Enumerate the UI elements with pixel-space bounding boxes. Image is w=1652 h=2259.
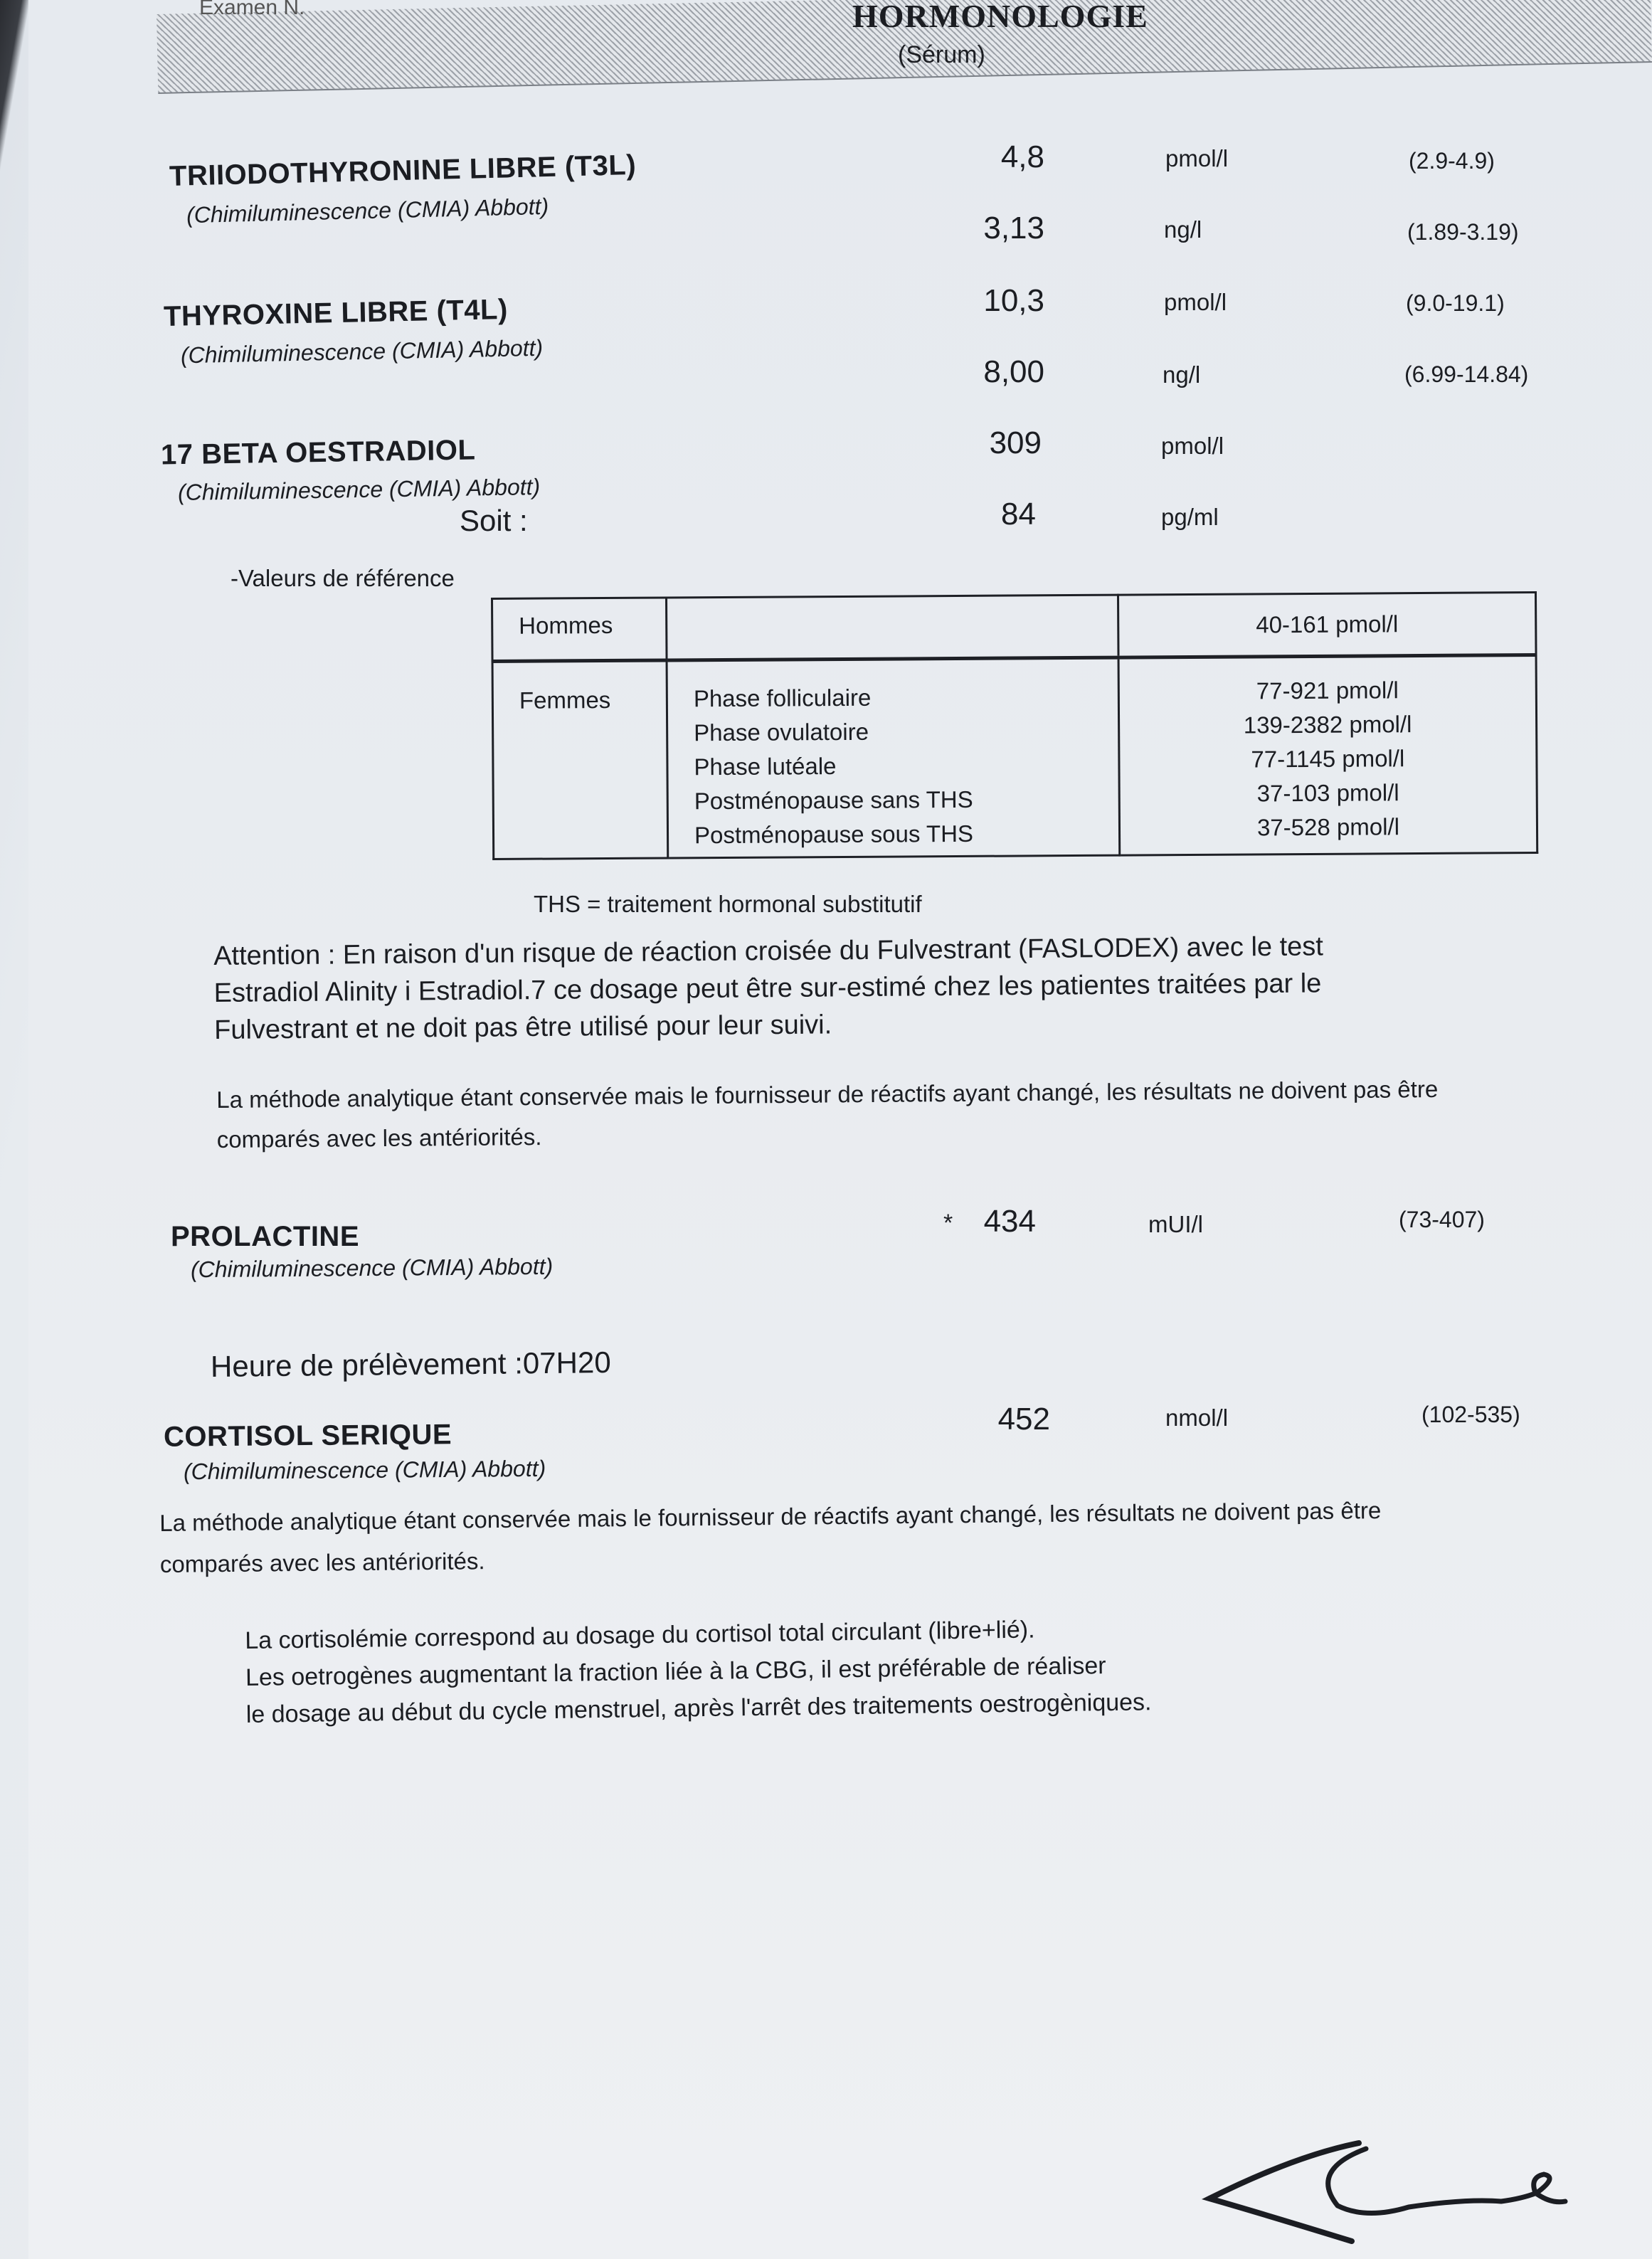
test-method-t4l: (Chimiluminescence (CMIA) Abbott) <box>180 334 544 369</box>
test-ref-t4l-pmol: (9.0-19.1) <box>1406 290 1505 316</box>
test-ref-t3l-ng: (1.89-3.19) <box>1407 219 1519 245</box>
soit-label: Soit : <box>460 504 528 537</box>
test-value-oestradiol-pgml: 84 <box>1001 497 1036 531</box>
abnormal-flag: * <box>943 1210 953 1237</box>
test-name-t4l: THYROXINE LIBRE (T4L) <box>163 293 509 333</box>
reference-cell-women-label: Femmes <box>492 660 668 859</box>
test-name-t3l: TRIIODOTHYRONINE LIBRE (T3L) <box>169 149 637 193</box>
test-value-t3l-ng: 3,13 <box>983 211 1044 245</box>
phase-label: Phase folliculaire <box>693 684 872 712</box>
oestradiol-reference-table <box>491 591 1538 860</box>
test-method-prolactine: (Chimiluminescence (CMIA) Abbott) <box>190 1253 554 1283</box>
reference-cell-men-label: Hommes <box>492 598 667 661</box>
test-value-oestradiol-pmol: 309 <box>989 425 1042 460</box>
test-unit-t3l-pmol: pmol/l <box>1165 145 1229 171</box>
note-line: le dosage au début du cycle menstruel, après l'arrêt des traitements oestrogèniques. <box>245 1688 1152 1728</box>
test-value-t4l-ng: 8,00 <box>983 354 1044 389</box>
cortisol-interpretation-note <box>245 1609 1152 1733</box>
method-change-note-2 <box>159 1490 1382 1585</box>
reference-cell-ranges <box>1118 655 1537 856</box>
test-unit-prolactine: mUI/l <box>1148 1211 1203 1237</box>
note-line: Les oetrogènes augmentant la fraction liée à la CBG, il est préférable de réaliser <box>245 1652 1106 1691</box>
sampling-time: Heure de prélèvement :07H20 <box>210 1345 611 1383</box>
fulvestrant-warning <box>213 928 1324 1049</box>
warning-line: Fulvestrant et ne doit pas être utilisé pour leur suivi. <box>213 1010 832 1045</box>
phase-range: 37-528 pmol/l <box>1256 813 1400 841</box>
test-name-cortisol: CORTISOL SERIQUE <box>163 1419 452 1453</box>
test-value-t3l-pmol: 4,8 <box>1000 139 1044 174</box>
test-method-t3l: (Chimiluminescence (CMIA) Abbott) <box>186 193 549 228</box>
examen-label: Examen N. <box>199 0 305 19</box>
test-unit-t4l-ng: ng/l <box>1163 361 1201 388</box>
warning-line: Estradiol Alinity i Estradiol.7 ce dosage peut être sur-estimé chez les patientes traitées par le <box>213 968 1322 1008</box>
phase-range: 37-103 pmol/l <box>1256 779 1399 807</box>
test-unit-t4l-pmol: pmol/l <box>1164 289 1227 315</box>
reference-row-women <box>492 655 1537 859</box>
reference-row-men <box>492 593 1537 662</box>
page-subtitle: (Sérum) <box>898 41 985 68</box>
test-unit-t3l-ng: ng/l <box>1164 216 1202 243</box>
page-title: HORMONOLOGIE <box>852 0 1148 34</box>
reference-cell-phases <box>667 657 1120 858</box>
test-name-prolactine: PROLACTINE <box>171 1221 359 1252</box>
note-line: La méthode analytique étant conservée mais le fournisseur de réactifs ayant changé, les résultats ne doivent pas être <box>159 1497 1382 1536</box>
phase-range: 139-2382 pmol/l <box>1243 711 1412 739</box>
phase-range: 77-921 pmol/l <box>1256 677 1399 704</box>
reference-values-label: -Valeurs de référence <box>231 565 455 591</box>
warning-line: Attention : En raison d'un risque de réaction croisée du Fulvestrant (FASLODEX) avec le test <box>213 931 1324 971</box>
test-ref-t4l-ng: (6.99-14.84) <box>1404 361 1529 387</box>
note-line: comparés avec les antériorités. <box>159 1548 485 1577</box>
test-unit-oestradiol-pgml: pg/ml <box>1161 504 1219 530</box>
test-value-prolactine: 434 <box>983 1204 1036 1239</box>
test-value-t4l-pmol: 10,3 <box>983 283 1044 318</box>
phase-range: 77-1145 pmol/l <box>1251 745 1405 773</box>
test-method-cortisol: (Chimiluminescence (CMIA) Abbott) <box>183 1455 546 1485</box>
phase-label: Phase ovulatoire <box>694 718 869 746</box>
test-ref-t3l-pmol: (2.9-4.9) <box>1409 148 1495 174</box>
note-line: comparés avec les antériorités. <box>216 1123 542 1153</box>
reference-cell-empty <box>667 595 1119 660</box>
test-method-oestradiol: (Chimiluminescence (CMIA) Abbott) <box>177 474 541 505</box>
note-line: La méthode analytique étant conservée mais le fournisseur de réactifs ayant changé, les résultats ne doivent pas être <box>216 1076 1439 1113</box>
test-name-oestradiol: 17 BETA OESTRADIOL <box>160 434 476 471</box>
phase-label: Postménopause sous THS <box>694 820 974 849</box>
note-line: La cortisolémie correspond au dosage du cortisol total circulant (libre+lié). <box>245 1616 1035 1654</box>
phase-label: Postménopause sans THS <box>694 785 973 815</box>
test-unit-oestradiol-pmol: pmol/l <box>1161 433 1224 459</box>
test-ref-prolactine: (73-407) <box>1399 1207 1485 1232</box>
phase-label: Phase lutéale <box>694 753 837 781</box>
ths-definition: THS = traitement hormonal substitutif <box>534 891 922 917</box>
test-value-cortisol: 452 <box>997 1402 1050 1437</box>
method-change-note-1 <box>216 1069 1439 1160</box>
signature <box>1195 2127 1594 2248</box>
test-ref-cortisol: (102-535) <box>1421 1402 1520 1427</box>
reference-cell-men-range: 40-161 pmol/l <box>1118 593 1536 658</box>
test-unit-cortisol: nmol/l <box>1165 1404 1229 1431</box>
